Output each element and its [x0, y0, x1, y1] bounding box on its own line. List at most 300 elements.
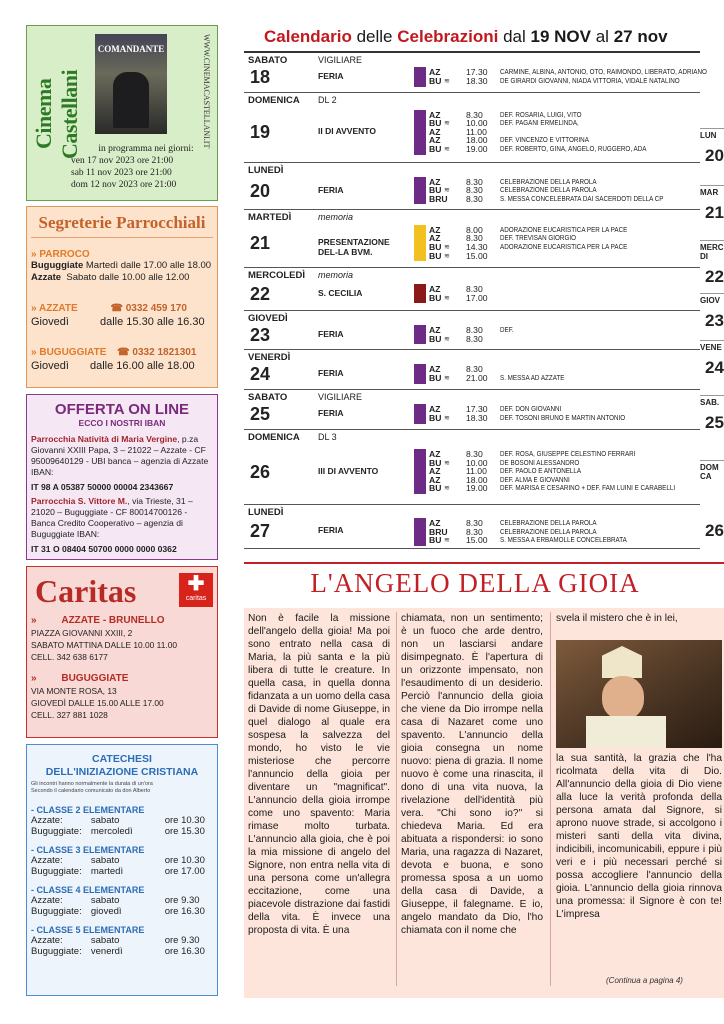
parish-code: AZ	[429, 404, 441, 415]
streaming-icon: ≋	[444, 78, 450, 85]
buguggiate-phone[interactable]: 0332 1821301	[132, 347, 197, 358]
title-word: dal	[503, 27, 526, 46]
caritas-line: PIAZZA GIOVANNI XXIII, 2	[31, 628, 133, 638]
sliver-day	[700, 185, 724, 240]
calendar-day	[244, 505, 700, 549]
mass-time: 8.00	[466, 224, 483, 235]
divider	[244, 562, 724, 564]
caritas-line: VIA MONTE ROSA, 13	[31, 686, 117, 696]
sliver-day-name: GIOV	[700, 296, 721, 305]
calendar-day	[244, 430, 700, 505]
sliver-day-number: 20	[705, 146, 724, 165]
sliver-day-name: LUN	[700, 131, 717, 140]
article-column: Non è facile la missione dell'angelo della gioia! Ma poi sono entrato nella casa di Maria, la più santa e la più libera di tutte le creature. In quella casa, in quella donna fidanzata a un uomo della casa di Davide di nome Giuseppe, in quel dialogo al quale era sospesa la salvezza del mondo, ho visto le vie misteriose che percorre l'annuncio della gioia per diventare un "magnificat". L'annuncio della gioia irrompe come uno spavento: Maria rimase molto turbata. L'annuncio alla gioia, che è poi la mia missione di angelo del Signore, non entra nella vita di una persona come un'allegra eccitazione, come una piacevole distrazione dai fastidi della vita. È invece una proposta di vita. È una	[248, 613, 390, 936]
calendar-day	[244, 268, 700, 311]
sliver-day	[700, 395, 724, 460]
feast-name: S. CECILIA	[318, 287, 363, 298]
calendar-day	[244, 350, 700, 390]
feast-name: III DI AVVENTO	[318, 465, 379, 476]
parish-details: , p.za Giovanni XXIII Papa, 3 – 21022 – Azzate - CF 95009640129 - UBI banca – agenzia di Azzate IBAN:	[31, 434, 209, 477]
program-date: dom 12 nov 2023 ore 21:00	[71, 180, 177, 190]
streaming-icon: ≋	[444, 537, 450, 545]
mass-intention: CELEBRAZIONE DELLA PAROLA	[500, 526, 597, 536]
parish-code: AZ	[429, 324, 441, 335]
class-heading: CLASSE 2 ELEMENTARE	[36, 805, 145, 815]
dash: -	[31, 845, 37, 855]
caritas-line: CELL. 342 638 6177	[31, 652, 108, 662]
day-name: SABATO	[248, 55, 288, 66]
sliver-day-name: MAR	[700, 188, 719, 197]
arrow-icon: »	[31, 615, 37, 626]
liturgy-label: DL 3	[318, 432, 337, 442]
mass-intention: S. MESSA A ERBAMOLLE CONCELEBRATA	[500, 535, 627, 545]
mass-time: 8.30	[466, 283, 483, 294]
parish-name: Parrocchia S. Vittore M.	[31, 496, 128, 506]
streaming-icon: ≋	[444, 485, 450, 493]
title-date: 27 nov	[613, 27, 668, 46]
sliver-day	[700, 128, 724, 185]
title-date: 19 NOV	[530, 27, 591, 46]
buguggiate-heading: BUGUGGIATE	[39, 347, 107, 358]
caritas-title: Caritas	[35, 573, 137, 609]
liturgical-color-bar	[414, 325, 426, 344]
day-name: DOMENICA	[248, 432, 300, 443]
hours: dalle 16.00 alle 18.00	[89, 360, 195, 372]
day-number: 26	[250, 461, 271, 482]
mass-intention: DEF. PAGANI ERMELINDA,	[500, 118, 579, 128]
class-group	[31, 885, 213, 917]
day-name: GIOVEDÌ	[248, 313, 288, 324]
divider	[31, 237, 213, 238]
sliver-day-name: VENE	[700, 343, 722, 352]
caritas-line: SABATO MATTINA DALLE 10.00 11.00	[31, 640, 178, 650]
parish-code: AZ	[429, 176, 441, 187]
mass-intention: CELEBRAZIONE DELLA PAROLA	[500, 518, 597, 527]
catechesi-note	[27, 779, 217, 797]
streaming-icon: ≋	[444, 252, 450, 260]
caritas-logo	[179, 573, 213, 607]
segreterie-box	[26, 206, 218, 388]
mass-intention: CELEBRAZIONE DELLA PAROLA	[500, 176, 597, 186]
schedule-row	[31, 866, 213, 877]
mass-intention: DEF. ROSA, GIUSEPPE CELESTINO FERRARI	[500, 449, 636, 458]
offerta-subtitle: ECCO I NOSTRI IBAN	[78, 418, 166, 428]
parish-code: BU	[429, 457, 442, 468]
mass-time: 18.30	[466, 413, 488, 423]
schedule-row	[31, 935, 213, 946]
mass-intention: ADORAZIONE EUCARISTICA PER LA PACE	[500, 224, 628, 234]
mass-time: 10.00	[466, 457, 488, 468]
location: Azzate:	[31, 855, 63, 866]
dash: -	[31, 925, 37, 935]
sliver-day	[700, 340, 724, 395]
mass-intention: S. MESSA CONCELEBRATA DAI SACERDOTI DELLA CP	[500, 193, 664, 203]
mass-time: 8.30	[466, 233, 483, 244]
mass-time: 18.00	[466, 135, 488, 146]
face-shape	[602, 676, 644, 720]
class-heading: CLASSE 3 ELEMENTARE	[36, 845, 145, 855]
parish-code: BU	[429, 292, 442, 303]
parish-code: BU	[429, 535, 442, 546]
time: ore 10.30	[164, 855, 205, 866]
schedule-row	[31, 815, 213, 826]
streaming-icon: ≋	[444, 375, 450, 382]
parish-code: BU	[429, 118, 442, 129]
continue-note[interactable]: (Continua a pagina 4)	[606, 976, 683, 985]
offerta-title: OFFERTA ON LINE	[54, 401, 190, 418]
day-number: 23	[250, 325, 271, 345]
liturgical-color-bar	[414, 449, 426, 494]
mass-time: 17.30	[466, 404, 488, 415]
poster-figure	[113, 72, 149, 128]
mass-intention: DE BOSONI ALESSANDRO	[500, 457, 580, 467]
liturgical-color-bar	[414, 177, 426, 205]
parish-code: AZ	[429, 67, 441, 78]
parish-info	[27, 496, 217, 540]
calendar-day	[244, 53, 707, 93]
parish-code: AZ	[429, 224, 441, 235]
mass-intention: DEF. DON GIOVANNI	[500, 404, 562, 414]
feast-name: FERIA	[318, 329, 344, 339]
time: ore 9.30	[164, 895, 200, 906]
mass-intention: S. MESSA AD AZZATE	[500, 373, 565, 382]
mass-time: 8.30	[466, 176, 483, 187]
mass-intention: DEF. ROSARIA, LUIGI, VITO	[500, 109, 582, 119]
day-name: MERCOLEDÌ	[248, 270, 305, 281]
parish-code: BU	[429, 185, 442, 196]
mass-intention: CARMINE, ALBINA, ANTONIO, OTO, RAIMONDO, LIBERATO, ADRIANO	[500, 67, 707, 77]
program-date: ven 17 nov 2023 ore 21:00	[71, 156, 174, 166]
caritas-info	[31, 615, 217, 721]
column-divider	[550, 612, 551, 986]
title-word: delle	[356, 27, 393, 46]
weekday: sabato	[90, 935, 120, 946]
calendar-day	[244, 163, 700, 210]
streaming-icon: ≋	[444, 244, 450, 251]
caritas-box	[26, 566, 218, 738]
robe-shape	[586, 716, 666, 748]
day-number: 24	[250, 364, 271, 384]
segreterie-title: Segreterie Parrocchiali	[38, 213, 206, 232]
sliver-day	[700, 460, 724, 570]
day-name: SABATO	[248, 392, 288, 403]
liturgy-label: VIGILIARE	[318, 392, 363, 402]
parish-code: BU	[429, 333, 442, 344]
parish-code: BRU	[429, 526, 448, 537]
mass-time: 17.30	[466, 67, 488, 78]
mass-intention: DEF. TREVISAN GIORGIO	[500, 233, 576, 243]
logo-text: caritas	[185, 595, 207, 602]
iban: IT 98 A 05387 50000 00004 2343667	[31, 482, 174, 492]
phone-icon: ☎	[110, 303, 123, 314]
parish-code: BU	[429, 373, 442, 383]
streaming-icon: ≋	[444, 294, 450, 302]
feast-name: PRESENTAZIONE DEL-LA BVM.	[318, 237, 390, 257]
sliver-day-number: 23	[705, 311, 724, 330]
liturgical-color-bar	[414, 67, 426, 86]
article-title: L'ANGELO DELLA GIOIA	[310, 568, 640, 598]
phone-icon: ☎	[117, 347, 130, 358]
parish-code: AZ	[429, 466, 441, 477]
class-list	[27, 805, 217, 957]
parish-code: AZ	[429, 364, 441, 375]
mass-intention: DEF.	[500, 324, 514, 334]
weekday: giovedì	[90, 906, 122, 917]
streaming-icon: ≋	[444, 459, 450, 467]
mass-time: 19.00	[466, 143, 488, 154]
azzate-heading: AZZATE	[38, 303, 78, 314]
feast-name: FERIA	[318, 184, 344, 195]
mass-time: 11.00	[466, 126, 487, 137]
parish-code: AZ	[429, 449, 441, 459]
parish-code: AZ	[429, 233, 441, 244]
liturgy-label: memoria	[318, 270, 354, 280]
parish-code: BU	[429, 143, 442, 154]
schedule-row	[31, 906, 213, 917]
liturgy-label: DL 2	[318, 95, 337, 105]
mass-time: 8.30	[466, 526, 483, 537]
azzate-phone[interactable]: 0332 459 170	[125, 303, 187, 314]
feast-name: FERIA	[318, 408, 344, 418]
parish-code: AZ	[429, 518, 441, 528]
cross-icon: ✚	[187, 573, 205, 595]
location: Buguggiate:	[31, 946, 82, 957]
day-name: MARTEDÌ	[248, 212, 292, 223]
feast-name: II DI AVVENTO	[318, 126, 376, 136]
mass-intention: DEF. TOSONI BRUNO E MARTIN ANTONIO	[500, 413, 626, 422]
program-heading: in programma nei giorni:	[98, 144, 194, 154]
article-column: la sua santità, la grazia che l'ha ricolmata della vita di Dio. All'annuncio della gioia di Dio viene alla luce la verità profonda della persona amata dal Signore, si aprono nuove strade, si accolgono i misteri santi della vita divina, indicibili, incomunicabili, eppure i più veri e i più necessari perché si possa accogliere l'annuncio della gioia. L'annuncio della gioia rinnova una promessa: il Signore è con te! L'impresa	[556, 753, 722, 920]
weekday: martedì	[90, 866, 124, 877]
class-group	[31, 845, 213, 877]
location: Buguggiate:	[31, 866, 82, 877]
parish-code: BU	[429, 483, 442, 494]
parish-name: Parrocchia Natività di Maria Vergine	[31, 434, 178, 444]
arrow-icon: »	[31, 673, 37, 684]
bishop-photo	[556, 640, 722, 748]
article-column: svela il mistero che è in lei,	[556, 613, 678, 624]
streaming-icon: ≋	[444, 145, 450, 153]
day-name: LUNEDÌ	[248, 165, 284, 176]
arrow-icon: »	[31, 347, 37, 358]
title-word: Celebrazioni	[397, 27, 499, 46]
day-number: 19	[250, 122, 271, 142]
weekday: venerdì	[90, 946, 123, 957]
weekday: sabato	[90, 895, 120, 906]
parish-code: AZ	[429, 126, 441, 137]
weekday: sabato	[90, 855, 120, 866]
feast-name: FERIA	[318, 368, 344, 378]
liturgical-color-bar	[414, 225, 426, 261]
parroco-heading: PARROCO	[39, 249, 90, 260]
caritas-line: CELL. 327 881 1028	[31, 710, 108, 720]
location: Azzate:	[31, 935, 63, 946]
label: Azzate	[31, 272, 62, 283]
title-word: Calendario	[264, 27, 352, 46]
note-line: Secondo il calendario comunicato da don Alberto	[31, 788, 151, 794]
sliver-day-number: 21	[705, 203, 724, 222]
mass-time: 14.30	[466, 242, 488, 252]
day-number: 27	[250, 521, 271, 541]
parish-code: AZ	[429, 109, 441, 120]
time: ore 16.30	[164, 946, 205, 957]
day-number: 20	[250, 180, 271, 201]
mass-time: 15.00	[466, 535, 488, 546]
time: ore 9.30	[164, 935, 200, 946]
mass-intention: DEF. ALMA E GIOVANNI	[500, 474, 570, 484]
dash: -	[31, 885, 37, 895]
schedule-row	[31, 946, 213, 957]
mass-intention: ADORAZIONE EUCARISTICA PER LA PACE	[500, 242, 628, 251]
class-heading-row	[31, 925, 213, 935]
parish-code: AZ	[429, 474, 441, 485]
parish-code: AZ	[429, 135, 441, 146]
feast-name: FERIA	[318, 71, 344, 81]
location: Buguggiate:	[31, 826, 82, 837]
cinema-program	[71, 143, 221, 191]
streaming-icon: ≋	[444, 120, 450, 128]
location: Buguggiate:	[31, 906, 82, 917]
weekday: sabato	[90, 815, 120, 826]
parish-code: BRU	[429, 193, 448, 204]
mass-intention: DEF. PAOLO E ANTONELLA	[500, 466, 582, 476]
catechesi-title	[27, 753, 217, 779]
hours: Martedì dalle 17.00 alle 18.00	[85, 260, 212, 271]
iban: IT 31 O 08404 50700 0000 0000 0362	[31, 544, 177, 554]
class-group	[31, 805, 213, 837]
mass-time: 18.00	[466, 474, 488, 485]
streaming-icon: ≋	[444, 335, 450, 343]
day-name: DOMENICA	[248, 95, 300, 106]
day-number: 25	[250, 404, 271, 424]
title-word: al	[595, 27, 609, 46]
day-number: 18	[250, 67, 271, 87]
mass-intention: DEF. MARISA E CESARINO + DEF. FAM LUINI E CARABELLI	[500, 483, 676, 493]
schedule-row	[31, 895, 213, 906]
hours: dalle 15.30 alle 16.30	[99, 316, 205, 328]
liturgical-color-bar	[414, 110, 426, 155]
arrow-icon: »	[31, 249, 37, 260]
article-column: chiamata, non un sentimento; è un fuoco che arde dentro, non un lasciarsi andare disimpegnato. È l'apertura di un orizzonte impensato, non l'esaudimento di un desiderio. Perciò l'annuncio della gioia che viene da Dio irrompe nella casa di Nazaret come uno spavento. L'annuncio della gioia consegna un nome nuovo: piena di grazia. Il nome nuovo è come una rinascita, il dono di una vita nuova, la rivelazione dell'identità più vera. "Chi sono io?" si chiedeva Maria. Ed era abituata a rispondersi: io sono Maria, una ragazza di Nazaret, devota e buona, e sono promessa sposa a un uomo della casa di Davide, a Giuseppe, il falegname. E io, angelo mandato da Dio, l'ho chiamata con il nome che	[401, 613, 543, 936]
hours: Sabato dalle 10.00 alle 12.00	[66, 272, 190, 283]
streaming-icon: ≋	[444, 415, 450, 422]
sliver-day-name: SAB.	[700, 398, 720, 407]
sliver-day-number: 22	[705, 267, 724, 286]
calendar-day	[244, 311, 700, 350]
mass-intention: DEF. VINCENZO E VITTORINA	[500, 135, 589, 145]
class-heading-row	[31, 805, 213, 815]
catechesi-box	[26, 744, 218, 996]
calendar-day	[244, 93, 700, 163]
caritas-line: GIOVEDÌ DALLE 15.00 ALLE 17.00	[31, 698, 164, 708]
weekday: mercoledì	[90, 826, 133, 837]
mitre-shape	[602, 646, 642, 678]
class-group	[31, 925, 213, 957]
calendar-day	[244, 210, 700, 268]
parish-code: BU	[429, 76, 442, 86]
mass-time: 8.30	[466, 324, 483, 335]
schedule-row	[31, 826, 213, 837]
parish-code: BU	[429, 413, 442, 423]
liturgy-label: VIGILIARE	[318, 55, 363, 65]
sliver-day-number: 24	[705, 358, 724, 377]
day-name: VENERDÌ	[248, 352, 291, 363]
caritas-section-heading: AZZATE - BRUNELLO	[61, 615, 165, 626]
cinema-box	[26, 25, 218, 201]
class-heading-row	[31, 845, 213, 855]
mass-time: 8.30	[466, 109, 483, 120]
mass-time: 8.30	[466, 333, 483, 344]
class-heading: CLASSE 4 ELEMENTARE	[36, 885, 145, 895]
class-heading: CLASSE 5 ELEMENTARE	[36, 925, 145, 935]
buguggiate-section	[31, 347, 217, 372]
mass-time: 11.00	[466, 466, 487, 477]
day-number: 21	[250, 233, 271, 253]
liturgical-color-bar	[414, 518, 426, 546]
liturgy-label: memoria	[318, 212, 354, 222]
time: ore 15.30	[164, 826, 205, 837]
calendar-title	[264, 27, 704, 47]
catechesi-title-line: DELL'INIZIAZIONE CRISTIANA	[45, 766, 199, 778]
sliver-day	[700, 293, 724, 340]
catechesi-title-line: CATECHESI	[92, 753, 152, 765]
mass-intention: DE GIRARDI GIOVANNI, NIADA VITTORIA, VIDALE NATALINO	[500, 76, 680, 85]
label: Buguggiate	[31, 260, 84, 271]
arrow-icon: »	[31, 303, 37, 314]
location: Azzate:	[31, 895, 63, 906]
day-name: LUNEDÌ	[248, 507, 284, 518]
parish-code: BU	[429, 250, 442, 261]
day: Giovedì	[31, 360, 69, 372]
location: Azzate:	[31, 815, 63, 826]
mass-time: 8.30	[466, 193, 483, 204]
sliver-day-name: DOM CA	[700, 463, 719, 481]
mass-intention: CELEBRAZIONE DELLA PAROLA	[500, 185, 597, 195]
mass-time: 8.30	[466, 449, 483, 459]
mass-time: 18.30	[466, 76, 488, 86]
liturgical-color-bar	[414, 364, 426, 383]
feast-name: FERIA	[318, 525, 344, 535]
parroco-section	[31, 249, 217, 284]
mass-time: 10.00	[466, 118, 488, 129]
mass-time: 17.00	[466, 292, 488, 303]
liturgical-color-bar	[414, 404, 426, 423]
note-line: Gli incontri hanno normalmente la durata di un'ora	[31, 781, 153, 787]
parish-code: AZ	[429, 283, 441, 294]
azzate-section	[31, 303, 217, 328]
cinema-title: Cinema Castellani	[31, 69, 82, 159]
sliver-day-number: 26	[705, 521, 724, 540]
streaming-icon: ≋	[444, 187, 450, 195]
mass-time: 8.30	[466, 185, 483, 196]
mass-intention: DEF. ROBERTO, GINA, ANGELO, RUGGERO, ADA	[500, 143, 647, 153]
mass-time: 8.30	[466, 364, 483, 375]
time: ore 17.00	[164, 866, 205, 877]
day-number: 22	[250, 283, 271, 304]
dash: -	[31, 805, 37, 815]
time: ore 16.30	[164, 906, 205, 917]
sliver-day-name: MERC DI	[700, 243, 724, 261]
sliver-day-number: 25	[705, 413, 724, 432]
calendar-day	[244, 390, 700, 430]
caritas-section-heading: BUGUGGIATE	[61, 673, 129, 684]
cinema-url[interactable]: WWW.CINEMACASTELLANI.IT	[202, 34, 211, 149]
liturgical-color-bar	[414, 284, 426, 303]
column-divider	[396, 612, 397, 986]
poster-title: COMANDANTE	[97, 44, 165, 54]
mass-time: 19.00	[466, 483, 488, 494]
parish-code: BU	[429, 242, 442, 252]
